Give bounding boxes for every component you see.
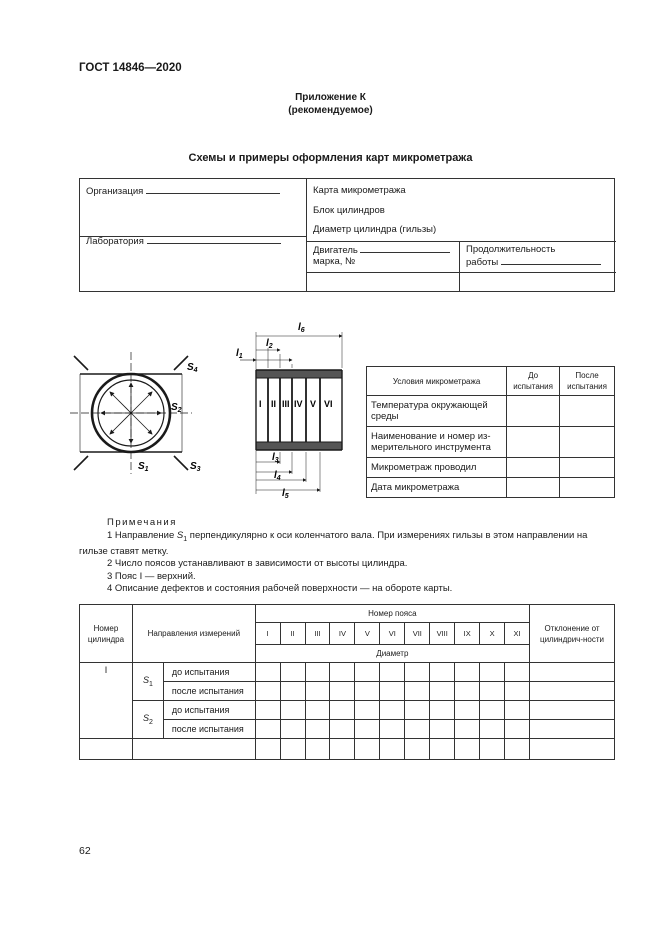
measurement-cell[interactable]	[430, 720, 455, 739]
before-label: до испытания	[163, 663, 255, 682]
condition-cell[interactable]	[507, 458, 560, 478]
notes-block	[79, 517, 619, 596]
condition-cell[interactable]	[507, 478, 560, 498]
belt-header: VII	[405, 623, 430, 645]
belt-header: III	[305, 623, 330, 645]
measurement-cell[interactable]	[330, 739, 355, 760]
condition-cell[interactable]	[507, 396, 560, 427]
cylinder-header: Номер цилиндра	[80, 605, 133, 663]
measurement-cell[interactable]	[480, 739, 505, 760]
measurement-cell[interactable]	[355, 720, 380, 739]
label-s4: $S_4$	[187, 362, 198, 374]
measurement-cell[interactable]	[430, 739, 455, 760]
belt-header: VI	[380, 623, 405, 645]
deviation-cell[interactable]	[530, 739, 615, 760]
block-label: Блок цилиндров	[313, 205, 385, 216]
label-l2: $l_2$	[266, 338, 273, 350]
belt-number-header: Номер пояса	[255, 605, 529, 623]
condition-cell[interactable]	[560, 427, 615, 458]
condition-row-label: Наименование и номер из-мерительного инструмента	[367, 427, 507, 458]
belt-label: VI	[324, 399, 333, 409]
measurement-cell[interactable]	[480, 663, 505, 682]
measurement-cell[interactable]	[380, 739, 405, 760]
measurement-cell[interactable]	[430, 663, 455, 682]
measurement-cell[interactable]	[505, 701, 530, 720]
measurement-cell[interactable]	[405, 739, 430, 760]
belt-header: X	[480, 623, 505, 645]
section-title: Схемы и примеры оформления карт микрометража	[188, 152, 473, 164]
label-s3: $S_3$	[190, 461, 201, 473]
note-3: 3 Пояс I — верхний.	[107, 570, 196, 582]
measurement-cell[interactable]	[405, 720, 430, 739]
belt-header: XI	[505, 623, 530, 645]
deviation-header: Отклонение от цилиндрич-ности	[530, 605, 615, 663]
measurement-cell[interactable]	[380, 682, 405, 701]
appendix-subtitle: (рекомендуемое)	[288, 105, 373, 116]
measurement-cell[interactable]	[330, 663, 355, 682]
measurement-cell[interactable]	[380, 701, 405, 720]
document-header: ГОСТ 14846—2020	[79, 62, 182, 74]
measurement-cell[interactable]	[330, 720, 355, 739]
measurement-cell[interactable]	[280, 701, 305, 720]
after-label: после испытания	[163, 720, 255, 739]
deviation-cell[interactable]	[530, 720, 615, 739]
diameter-header: Диаметр	[255, 645, 529, 663]
condition-cell[interactable]	[560, 478, 615, 498]
measurement-cell[interactable]	[305, 720, 330, 739]
measurement-cell[interactable]	[480, 682, 505, 701]
label-s2: $S_2$	[171, 402, 182, 414]
condition-row-label: Дата микрометража	[367, 478, 507, 498]
measurement-cell[interactable]	[405, 682, 430, 701]
measurement-cell[interactable]	[255, 720, 280, 739]
measurement-cell[interactable]	[505, 720, 530, 739]
measurement-cell[interactable]	[330, 701, 355, 720]
belt-label: III	[282, 399, 290, 409]
measurement-cell[interactable]	[355, 701, 380, 720]
label-l1: $l_1$	[236, 348, 243, 360]
direction-s1: $S_1$	[132, 663, 163, 701]
measurement-cell[interactable]	[455, 701, 480, 720]
deviation-cell[interactable]	[530, 701, 615, 720]
diameter-label: Диаметр цилиндра (гильзы)	[313, 224, 437, 235]
conditions-header: Условия микрометража	[367, 367, 507, 396]
measurement-cell[interactable]	[455, 663, 480, 682]
measurement-cell[interactable]	[280, 720, 305, 739]
brand-label: марка, №	[313, 256, 356, 267]
measurement-cell[interactable]	[430, 682, 455, 701]
before-header: До испытания	[507, 367, 560, 396]
measurement-cell[interactable]	[480, 720, 505, 739]
belt-header: VIII	[430, 623, 455, 645]
belt-label: I	[259, 399, 262, 409]
page-number: 62	[79, 845, 91, 857]
measurement-cell[interactable]	[430, 701, 455, 720]
measurement-cell[interactable]	[455, 720, 480, 739]
direction-s2: $S_2$	[132, 701, 163, 739]
measurement-cell[interactable]	[405, 701, 430, 720]
belt-header: V	[355, 623, 380, 645]
measurement-cell[interactable]	[380, 720, 405, 739]
measurement-cell[interactable]	[455, 682, 480, 701]
engine-field[interactable]: Двигатель	[313, 244, 450, 256]
condition-row-label: Температура окружающей среды	[367, 396, 507, 427]
duration-label: Продолжительность	[466, 244, 556, 255]
label-l5: $l_5$	[282, 488, 289, 498]
measurement-cell[interactable]	[305, 701, 330, 720]
condition-cell[interactable]	[560, 396, 615, 427]
measurement-cell[interactable]	[355, 663, 380, 682]
measurement-cell[interactable]	[305, 739, 330, 760]
note-1-cont: гильзе ставят метку.	[79, 545, 169, 557]
conditions-table	[366, 366, 615, 498]
deviation-cell[interactable]	[530, 663, 615, 682]
condition-cell[interactable]	[560, 458, 615, 478]
measurement-cell[interactable]	[355, 682, 380, 701]
measurement-cell[interactable]	[255, 663, 280, 682]
note-1: 1 Направление $S_1$ перпендикулярно к оси коленчатого вала. При измерениях гильзы в этом направлении на	[107, 529, 588, 543]
note-2: 2 Число поясов устанавливают в зависимости от высоты цилиндра.	[107, 558, 408, 570]
label-l4: $l_4$	[274, 470, 281, 482]
measurement-cell[interactable]	[255, 682, 280, 701]
longitudinal-view	[240, 332, 342, 494]
measurement-cell[interactable]	[255, 739, 280, 760]
laboratory-field[interactable]: Лаборатория	[86, 235, 281, 247]
belt-label: II	[271, 399, 277, 409]
measurement-cell[interactable]	[305, 682, 330, 701]
cylinder-diagram	[70, 312, 360, 498]
before-label: до испытания	[163, 701, 255, 720]
measurement-cell[interactable]	[380, 663, 405, 682]
measurement-cell[interactable]	[505, 739, 530, 760]
directions-header: Направления измерений	[132, 605, 255, 663]
work-field[interactable]: работы	[466, 256, 601, 268]
condition-cell[interactable]	[507, 427, 560, 458]
label-l3: $l_3$	[272, 452, 279, 464]
after-header: После испытания	[560, 367, 615, 396]
after-label: после испытания	[163, 682, 255, 701]
measurement-cell[interactable]	[330, 682, 355, 701]
belt-label: V	[310, 399, 317, 409]
measurement-cell[interactable]	[405, 663, 430, 682]
belt-header: IX	[455, 623, 480, 645]
cylinder-number: I	[80, 663, 133, 739]
measurement-cell[interactable]	[455, 739, 480, 760]
measurement-cell[interactable]	[505, 663, 530, 682]
measurement-cell[interactable]	[280, 682, 305, 701]
measurement-cell[interactable]	[505, 682, 530, 701]
belt-header: I	[255, 623, 280, 645]
note-4: 4 Описание дефектов и состояния рабочей поверхности — на обороте карты.	[107, 583, 453, 595]
measurement-cell[interactable]	[280, 663, 305, 682]
measurement-cell[interactable]	[355, 739, 380, 760]
card-form	[79, 178, 615, 292]
condition-row-label: Микрометраж проводил	[367, 458, 507, 478]
measurement-cell[interactable]	[480, 701, 505, 720]
measurement-table	[79, 604, 615, 760]
empty-cell[interactable]	[132, 739, 255, 760]
deviation-cell[interactable]	[530, 682, 615, 701]
appendix-title: Приложение К	[295, 92, 366, 103]
measurement-cell[interactable]	[255, 701, 280, 720]
belt-header: II	[280, 623, 305, 645]
belt-header: IV	[330, 623, 355, 645]
card-label: Карта микрометража	[313, 185, 406, 196]
measurement-cell[interactable]	[280, 739, 305, 760]
label-l6: $l_6$	[298, 322, 305, 334]
notes-heading: Примечания	[107, 517, 177, 528]
empty-cell[interactable]	[80, 739, 133, 760]
belt-label: IV	[294, 399, 303, 409]
organization-field[interactable]: Организация	[86, 185, 280, 197]
cross-section-view	[70, 352, 192, 474]
measurement-cell[interactable]	[305, 663, 330, 682]
label-s1: $S_1$	[138, 461, 149, 473]
